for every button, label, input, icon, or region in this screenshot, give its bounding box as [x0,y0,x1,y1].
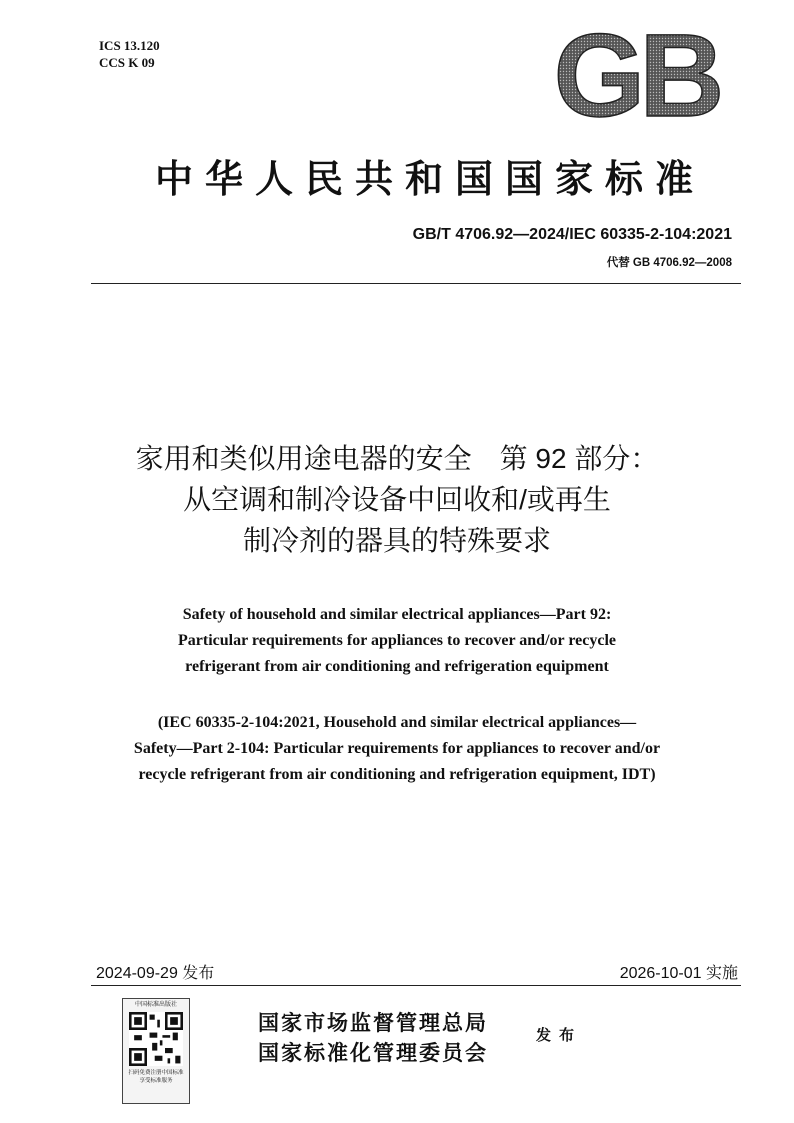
issued-label: 发布 [536,1026,583,1044]
publication-date: 2024-09-29 发布 [96,965,215,982]
national-standard-title: 中华人民共和国国家标准 [154,156,705,201]
header-divider [91,283,741,284]
english-title-line: Particular requirements for appliances to recover and/or recycle [178,632,616,649]
gb-logo-text: GB [553,28,719,124]
english-title-line: Safety of household and similar electrical appliances—Part 92: [182,606,612,623]
chinese-title-line: 制冷剂的器具的特殊要求 [242,525,551,556]
qr-bottom-line: 扫码免费注册中国标准 [128,1070,184,1076]
implementation-date: 2026-10-01 实施 [619,965,738,982]
issuer-samr: 国家市场监督管理总局 [258,1010,488,1035]
footer-divider [91,985,741,986]
english-title [60,602,734,680]
qr-code-icon [129,1012,183,1066]
qr-top-label: 中国标准出版社 [134,1002,177,1008]
issuer-sac: 国家标准化管理委员会 [258,1040,488,1065]
issuing-authorities [258,1008,488,1068]
iec-reference [40,710,754,788]
qr-bottom-label [123,1069,189,1085]
standard-number: GB/T 4706.92—2024/IEC 60335-2-104:2021 [412,226,732,243]
chinese-title-line: 从空调和制冷设备中回收和/或再生 [183,484,611,515]
replaces-standard: 代替 GB 4706.92—2008 [606,257,732,269]
gb-logo [538,28,734,124]
ics-code: ICS 13.120 [99,38,160,53]
chinese-title-line: 家用和类似用途电器的安全 第 92 部分： [135,443,659,474]
ccs-code: CCS K 09 [99,55,155,70]
iec-reference-line: recycle refrigerant from air conditioning and refrigeration equipment, IDT) [138,766,656,783]
english-title-line: refrigerant from air conditioning and refrigeration equipment [185,658,609,675]
qr-bottom-line: 享受标准服务 [139,1078,173,1084]
classification-codes [99,37,160,71]
iec-reference-line: (IEC 60335-2-104:2021, Household and similar electrical appliances— [157,714,637,731]
qr-code-sticker[interactable] [122,998,190,1104]
iec-reference-line: Safety—Part 2-104: Particular requirements for appliances to recover and/or [133,740,661,757]
chinese-title [60,438,734,561]
